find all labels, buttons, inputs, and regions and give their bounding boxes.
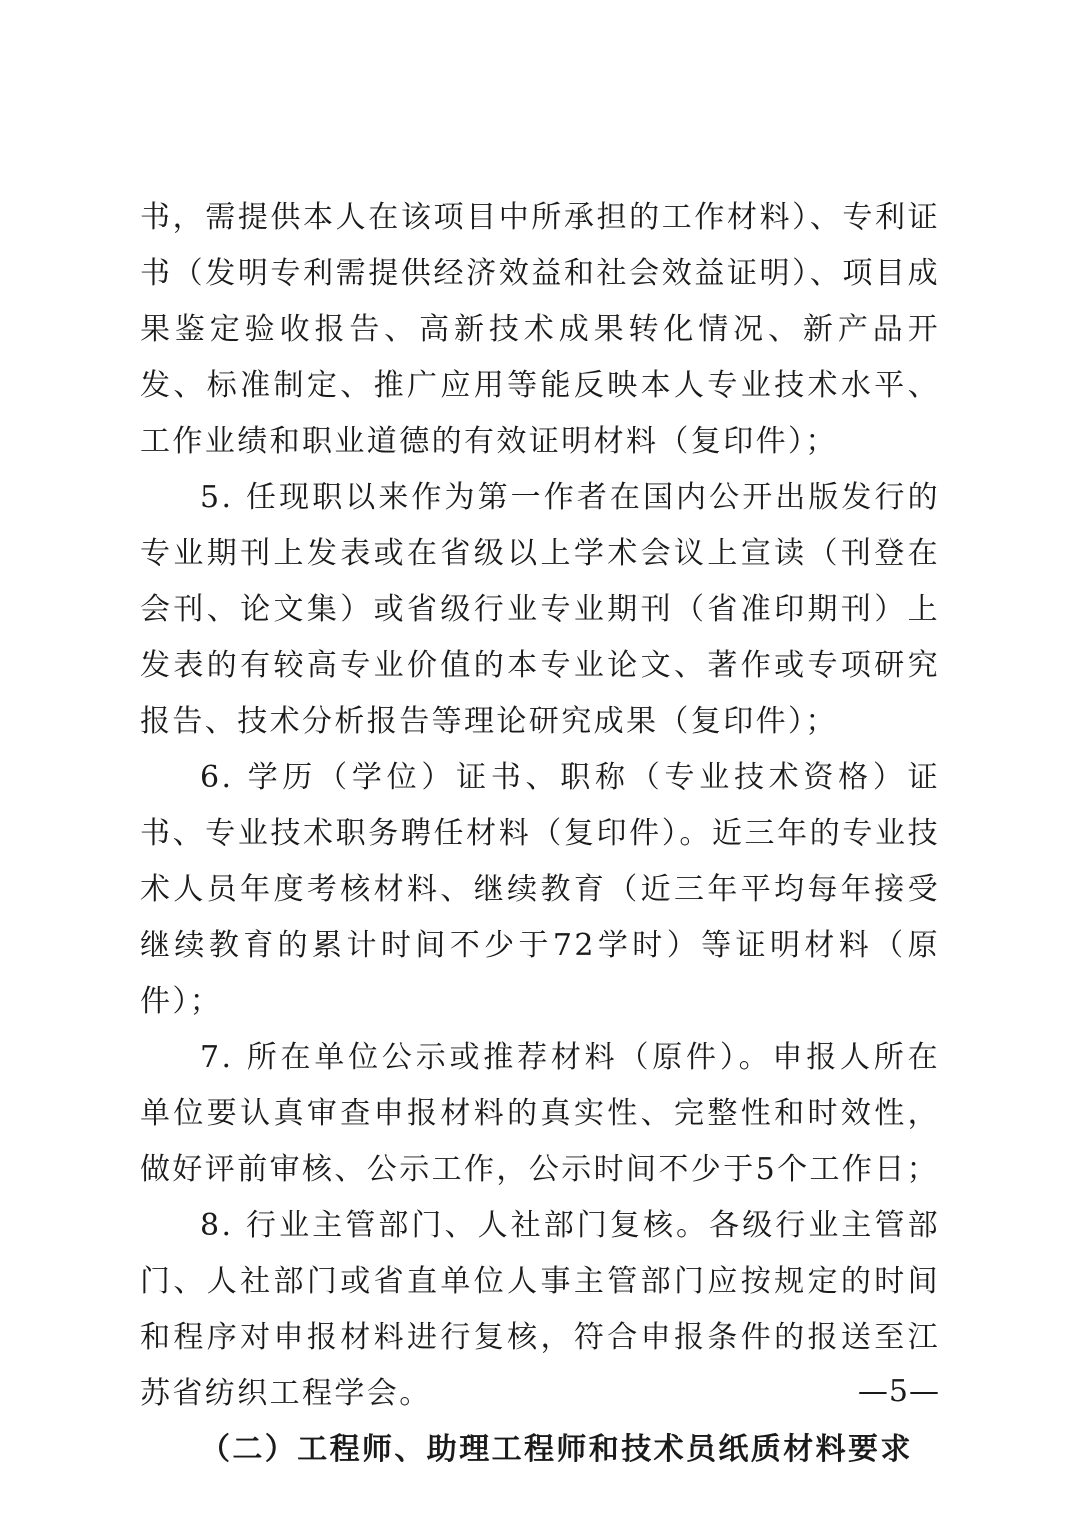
- section-subheading: （二）工程师、助理工程师和技术员纸质材料要求: [200, 1432, 913, 1467]
- paragraph-item-5: 5. 任现职以来作为第一作者在国内公开出版发行的专业期刊上发表或在省级以上学术会议上宣读（刊登在会刊、论文集）或省级行业专业期刊（省准印期刊）上发表的有较高专业价值的本专业论文、著作或专项研究报告、技术分析报告等理论研究成果（复印件）；: [140, 480, 940, 739]
- page-number: —5—: [857, 1374, 940, 1409]
- paragraph-item-7: 7. 所在单位公示或推荐材料（原件）。申报人所在单位要认真审查申报材料的真实性、完整性和时效性，做好评前审核、公示工作，公示时间不少于5个工作日；: [140, 1040, 940, 1187]
- paragraph-item-8: 8. 行业主管部门、人社部门复核。各级行业主管部门、人社部门或省直单位人事主管部门应按规定的时间和程序对申报材料进行复核，符合申报条件的报送至江苏省纺织工程学会。: [140, 1208, 940, 1411]
- document-body: [140, 190, 940, 1478]
- paragraph-continuation: 书，需提供本人在该项目中所承担的工作材料）、专利证书（发明专利需提供经济效益和社会效益证明）、项目成果鉴定验收报告、高新技术成果转化情况、新产品开发、标准制定、推广应用等能反映本人专业技术水平、工作业绩和职业道德的有效证明材料（复印件）；: [140, 200, 940, 459]
- paragraph-item-6: 6. 学历（学位）证书、职称（专业技术资格）证书、专业技术职务聘任材料（复印件）。近三年的专业技术人员年度考核材料、继续教育（近三年平均每年接受继续教育的累计时间不少于72学时）等证明材料（原件）；: [140, 760, 940, 1019]
